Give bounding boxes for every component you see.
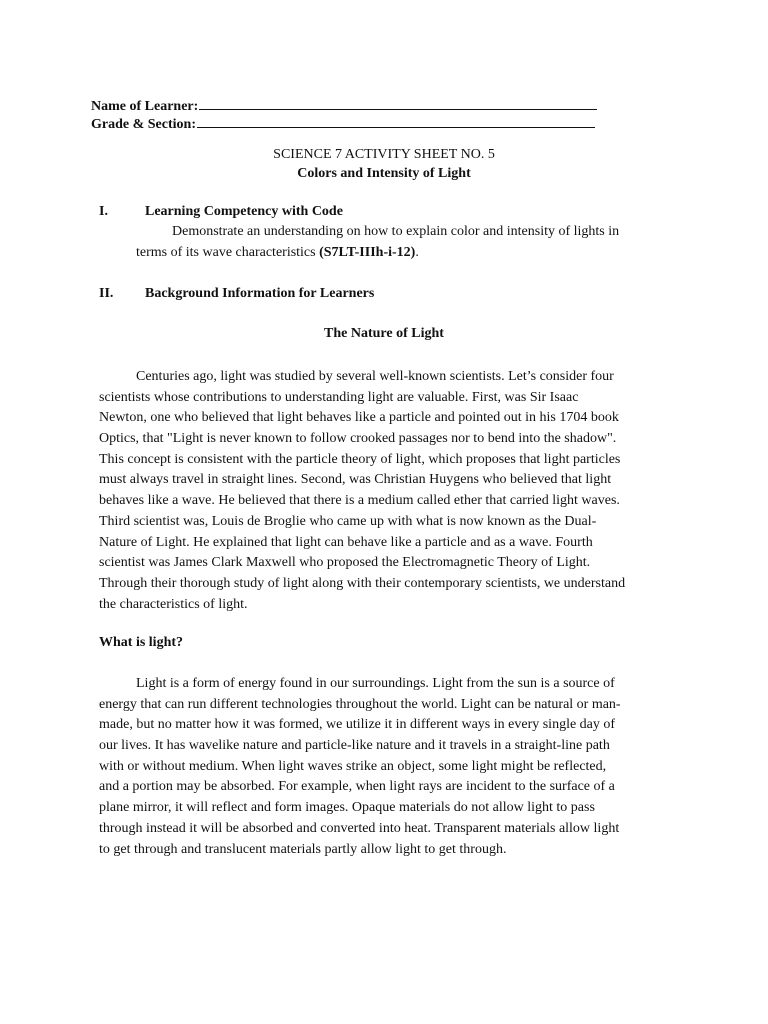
competency-code: (S7LT-IIIh-i-12) [319, 245, 416, 260]
paragraph-line: Optics, that "Light is never known to follow crooked passages nor to bend into the shadow". [99, 431, 617, 447]
paragraph-line: Newton, one who believed that light behaves like a particle and pointed out in his 1704 book [99, 410, 619, 426]
paragraph-line: scientist was James Clark Maxwell who proposed the Electromagnetic Theory of Light. [99, 555, 591, 571]
name-of-learner-label: Name of Learner: [91, 99, 199, 114]
grade-section-label: Grade & Section: [91, 117, 196, 132]
paragraph-line: This concept is consistent with the particle theory of light, which proposes that light particles [99, 451, 621, 467]
paragraph-line: the characteristics of light. [99, 596, 248, 612]
section-2-number: II. [99, 286, 114, 301]
paragraph-line: Centuries ago, light was studied by several well-known scientists. Let’s consider four [136, 369, 614, 384]
what-is-light-heading: What is light? [99, 635, 184, 650]
section-2-title: Background Information for Learners [145, 286, 375, 301]
paragraph-line: to get through and translucent materials partly allow light to get through. [99, 841, 507, 857]
sheet-subtitle: Colors and Intensity of Light [297, 166, 471, 181]
paragraph-line: scientists whose contributions to understanding light are valuable. First, was Sir Isaac [99, 389, 579, 405]
paragraph-line: energy that can run different technologies throughout the world. Light can be natural or man- [99, 696, 621, 712]
paragraph-line: plane mirror, it will reflect and form images. Opaque materials do not allow light to pass [99, 800, 595, 816]
paragraph-line: and a portion may be absorbed. For example, when light rays are incident to the surface of a [99, 779, 615, 795]
paragraph-line: through instead it will be absorbed and converted into heat. Transparent materials allow light [99, 820, 620, 836]
paragraph-what-is-light [99, 674, 667, 860]
paragraph-nature-of-light [99, 367, 667, 615]
paragraph-line: with or without medium. When light waves strike an object, some light might be reflected, [99, 758, 607, 774]
competency-line-2 [136, 245, 419, 261]
paragraph-line: our lives. It has wavelike nature and particle-like nature and it travels in a straight-line path [99, 738, 610, 754]
paragraph-line: Nature of Light. He explained that light can behave like a particle and as a wave. Fourth [99, 534, 593, 550]
paragraph-line: Through their thorough study of light along with their contemporary scientists, we understand [99, 575, 626, 591]
section-1-number: I. [99, 204, 108, 219]
grade-section-blank[interactable] [197, 113, 595, 128]
name-of-learner-blank[interactable] [199, 95, 597, 110]
nature-of-light-heading: The Nature of Light [324, 326, 444, 341]
paragraph-line: Light is a form of energy found in our surroundings. Light from the sun is a source of [136, 676, 615, 691]
paragraph-line: must always travel in straight lines. Second, was Christian Huygens who believed that light [99, 472, 612, 488]
competency-end: . [415, 245, 419, 260]
paragraph-line: made, but no matter how it was formed, we utilize it in different ways in every single day of [99, 717, 616, 733]
paragraph-line: Third scientist was, Louis de Broglie who came up with what is now known as the Dual- [99, 513, 597, 529]
competency-text: terms of its wave characteristics [136, 245, 320, 260]
section-1-title: Learning Competency with Code [145, 204, 343, 219]
paragraph-line: behaves like a wave. He believed that there is a medium called ether that carried light waves. [99, 493, 620, 509]
sheet-title: SCIENCE 7 ACTIVITY SHEET NO. 5 [273, 147, 495, 162]
competency-line-1: Demonstrate an understanding on how to explain color and intensity of lights in [172, 224, 620, 239]
grade-section-field [91, 113, 595, 134]
